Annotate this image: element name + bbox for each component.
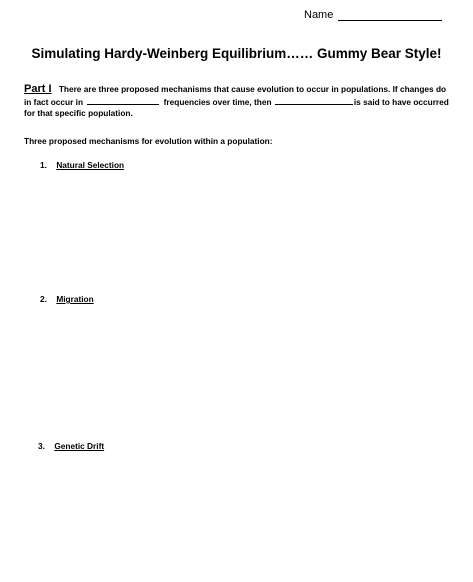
name-label: Name — [304, 9, 334, 21]
mechanism-label: Natural Selection — [56, 160, 125, 170]
mechanisms-intro: Three proposed mechanisms for evolution within a population: — [24, 136, 273, 146]
part-one-text-c: is said to have occurred for that specific population. — [24, 96, 449, 118]
name-blank[interactable] — [338, 9, 442, 21]
mechanism-number: 2. — [40, 294, 47, 304]
part-one-label: Part I — [24, 83, 52, 95]
mechanism-label: Genetic Drift — [54, 441, 105, 451]
frequency-blank[interactable] — [87, 96, 159, 105]
part-one-text-b: frequencies over time, then — [163, 96, 272, 107]
part-one-text-a: There are three proposed mechanisms that cause evolution to occur in populations. If changes do in fact occur in — [24, 84, 447, 107]
mechanism-number: 1. — [40, 160, 47, 170]
mechanism-item-migration — [40, 294, 94, 304]
evolution-blank[interactable] — [275, 96, 353, 105]
mechanism-item-natural-selection — [40, 160, 124, 170]
name-line — [304, 9, 442, 21]
mechanism-number: 3. — [38, 441, 45, 451]
mechanism-label: Migration — [56, 294, 94, 304]
mechanism-item-genetic-drift — [38, 441, 104, 451]
part-one-paragraph — [24, 84, 454, 120]
page-title: Simulating Hardy-Weinberg Equilibrium…… Gummy Bear Style! — [31, 46, 442, 61]
